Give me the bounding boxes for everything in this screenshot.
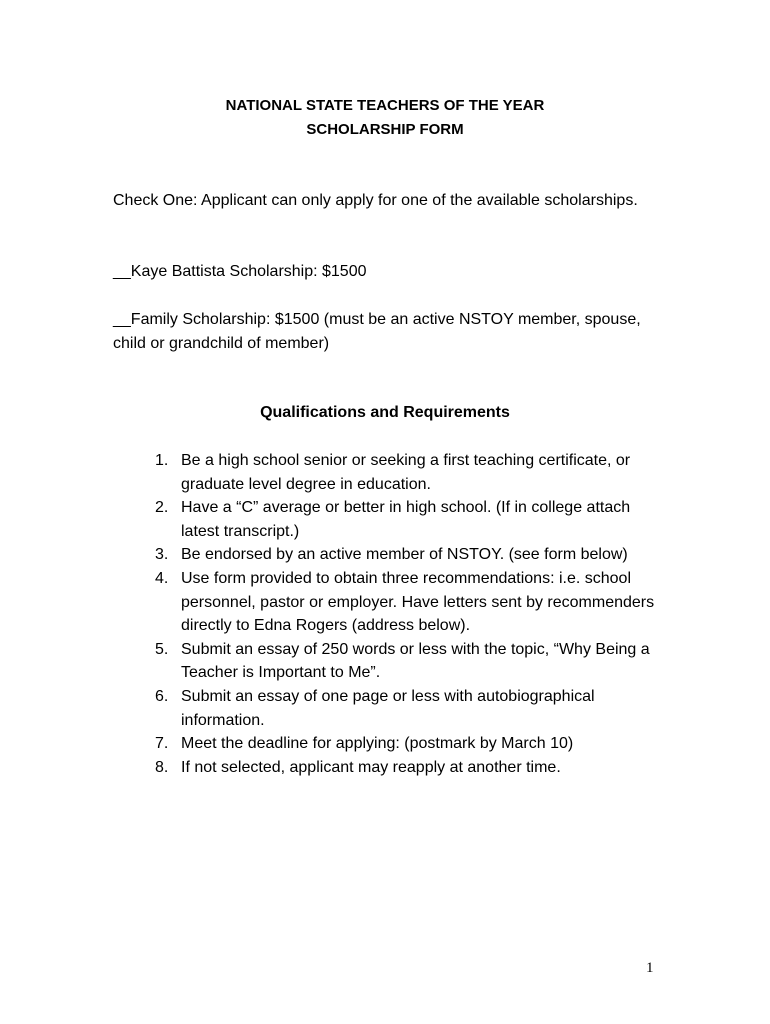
requirement-item: [155, 567, 655, 638]
scholarship-option-kaye-battista: __Kaye Battista Scholarship: $1500: [113, 263, 367, 280]
requirement-text: Have a “C” average or better in high school. (If in college attach latest transcript.): [181, 499, 631, 540]
requirement-number: 6.: [155, 687, 169, 705]
requirement-item: [155, 543, 655, 567]
requirement-number: 1.: [155, 452, 169, 469]
page-number: 1: [646, 960, 654, 976]
requirement-number: 7.: [155, 735, 169, 753]
form-title: NATIONAL STATE TEACHERS OF THE YEAR: [225, 97, 545, 114]
requirement-item: [155, 638, 655, 685]
check-one-instruction: Check One: Applicant can only apply for one of the available scholarships.: [113, 192, 638, 209]
requirement-number: 3.: [155, 546, 169, 564]
requirements-heading: Qualifications and Requirements: [260, 404, 510, 421]
requirement-text: Be a high school senior or seeking a first teaching certificate, or graduate level degree in education.: [181, 452, 631, 493]
requirement-number: 4.: [155, 569, 169, 587]
requirement-number: 8.: [155, 758, 169, 776]
requirement-item: [155, 449, 655, 496]
requirement-text: Submit an essay of one page or less with autobiographical information.: [181, 687, 595, 729]
requirement-text: If not selected, applicant may reapply at another time.: [181, 758, 561, 776]
requirement-text: Use form provided to obtain three recommendations: i.e. school personnel, pastor or employer. Have letters sent by recommenders directly to Edna Rogers (address below).: [181, 569, 655, 635]
form-subtitle: SCHOLARSHIP FORM: [306, 121, 464, 138]
requirement-number: 5.: [155, 640, 169, 658]
requirement-item: [155, 732, 655, 756]
requirement-text: Meet the deadline for applying: (postmark by March 10): [181, 735, 574, 753]
requirement-item: [155, 496, 655, 543]
requirement-text: Be endorsed by an active member of NSTOY. (see form below): [181, 546, 628, 564]
requirement-item: [155, 685, 655, 732]
requirement-item: [155, 756, 655, 780]
requirement-number: 2.: [155, 499, 169, 517]
requirement-text: Submit an essay of 250 words or less with the topic, “Why Being a Teacher is Important to Me”.: [181, 640, 650, 682]
requirements-list: [155, 449, 655, 779]
scholarship-option-family: __Family Scholarship: $1500 (must be an active NSTOY member, spouse, child or grandchild of member): [113, 311, 641, 352]
